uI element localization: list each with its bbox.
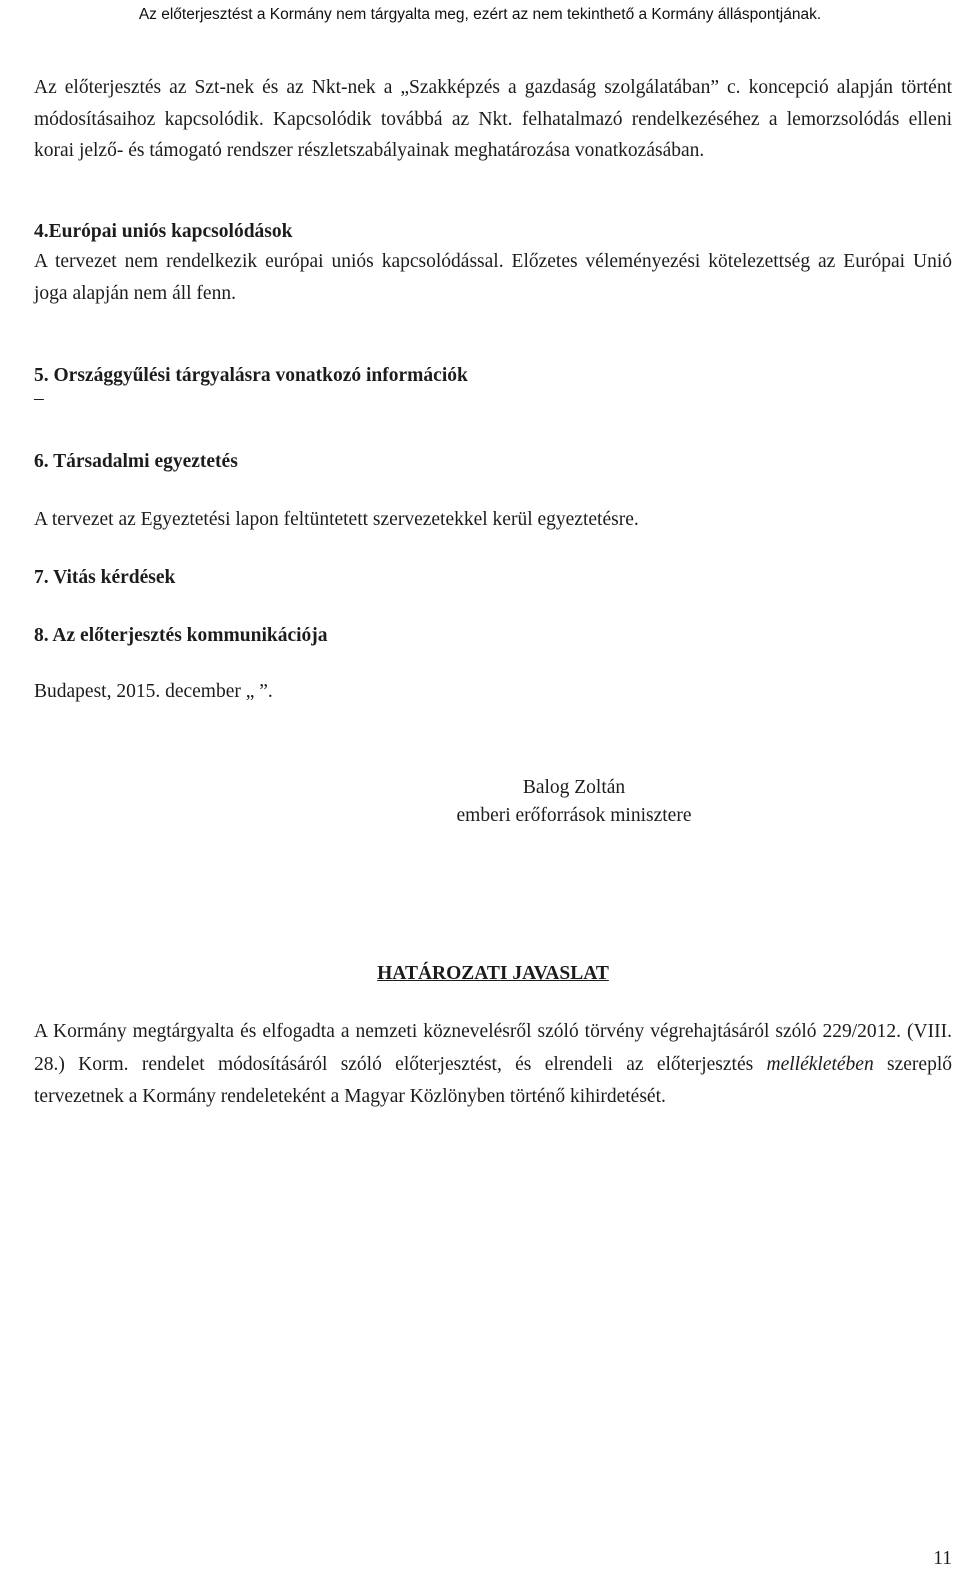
section-7-heading: 7. Vitás kérdések <box>34 567 176 588</box>
resolution-text <box>34 1016 952 1114</box>
resolution-text-before: A Kormány megtárgyalta és elfogadta a nemzeti köznevelésről szóló törvény végrehajtásáról szóló 229/2012. (VIII. 28.) Korm. rendelet módosításáról szóló előterjesztést, és elrendeli az előterjesztés <box>34 1021 952 1075</box>
page-number: 11 <box>933 1548 952 1569</box>
section-6-heading: 6. Társadalmi egyeztetés <box>34 451 238 472</box>
resolution-heading: HATÁROZATI JAVASLAT <box>377 963 609 984</box>
section-4-heading: 4.Európai uniós kapcsolódások <box>34 221 293 242</box>
section-5-heading: 5. Országgyűlési tárgyalásra vonatkozó információk <box>34 365 468 386</box>
intro-paragraph: Az előterjesztés az Szt-nek és az Nkt-nek a „Szakképzés a gazdaság szolgálatában” c. koncepció alapján történt módosításaihoz kapcsolódik. Kapcsolódik továbbá az Nkt. felhatalmazó rendelkezéséhez a lemorzsolódás elleni korai jelző- és támogató rendszer részletszabályainak meghatározása vonatkozásában. <box>34 77 952 161</box>
section-8-heading: 8. Az előterjesztés kommunikációja <box>34 625 328 646</box>
section-4-text: A tervezet nem rendelkezik európai uniós kapcsolódással. Előzetes véleményezési kötelezettség az Európai Unió joga alapján nem áll fenn. <box>34 251 952 304</box>
signature-title: emberi erőforrások minisztere <box>456 805 692 826</box>
section-6-text: A tervezet az Egyeztetési lapon feltüntetett szervezetekkel kerül egyeztetésre. <box>34 509 639 530</box>
page-header-notice: Az előterjesztést a Kormány nem tárgyalta meg, ezért az nem tekinthető a Kormány álláspontjának. <box>138 6 822 23</box>
resolution-text-italic: mellékletében <box>766 1053 874 1075</box>
place-date: Budapest, 2015. december „ ”. <box>34 681 273 702</box>
signature-name: Balog Zoltán <box>522 777 626 798</box>
resolution-text-after: szereplő tervezetnek a Kormány rendeleteként a Magyar Közlönyben történő kihirdetését. <box>34 1053 952 1107</box>
section-5-text: – <box>34 388 44 409</box>
